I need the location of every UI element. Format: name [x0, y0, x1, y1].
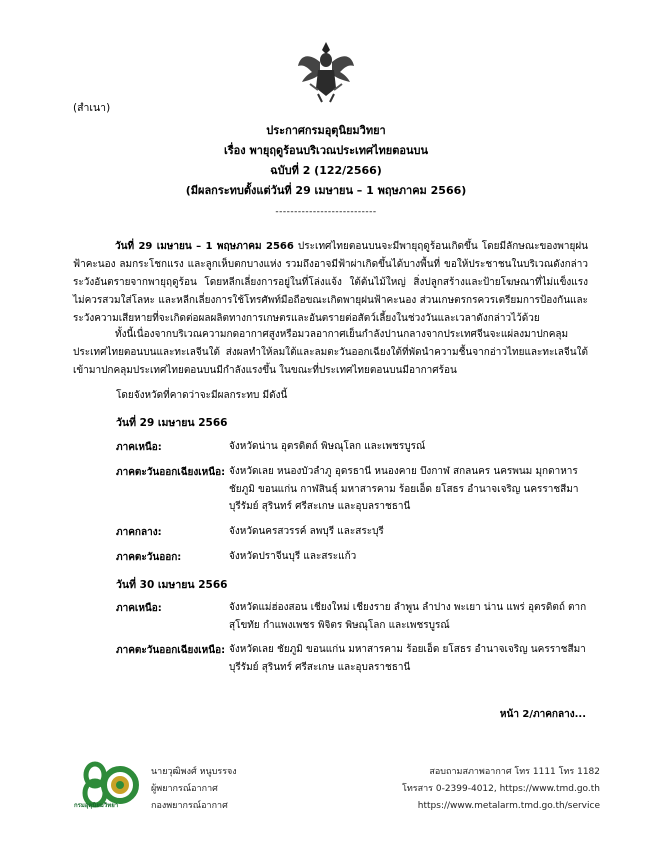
region-areas: จังหวัดเลย ชัยภูมิ ขอนแก่น มหาสารคาม ร้อยเอ็ด ยโสธร อำนาจเจริญ นครราชสีมา บุรีรัมย์ สุรินทร์ ศรีสะเกษ และอุบลราชธานี [229, 644, 586, 673]
document-title [0, 121, 652, 201]
copy-mark: (สำเนา) [73, 102, 111, 114]
region-label: ภาคเหนือ: [116, 442, 162, 453]
signer-name: นายวุฒิพงศ์ หนูบรรจง [151, 767, 237, 777]
paragraph-cause: ทั้งนี้เนื่องจากบริเวณความกดอากาศสูงหรือมวลอากาศเย็นกำลังปานกลางจากประเทศจีนจะแผ่ลงมาปกคลุมประเทศไทยตอนบนและทะเลจีนใต้ ส่งผลทำให้ลมใต้และลมตะวันออกเฉียงใต้ที่พัดนำความชื้นจากอ่าวไทยและทะเลจีนใต้เข้ามาปกคลุมประเทศไทยตอนบนมีกำลังแรงขึ้น ในขณะที่ประเทศไทยตอนบนมีอากาศร้อน [73, 329, 588, 376]
region-label: ภาคเหนือ: [116, 603, 162, 614]
region-areas: จังหวัดนครสวรรค์ ลพบุรี และสระบุรี [229, 526, 384, 537]
region-label: ภาคตะวันออก: [116, 552, 182, 563]
contact-hotline: สอบถามสภาพอากาศ โทร 1111 โทร 1182 [429, 767, 600, 777]
tmd-80-anniversary-logo-icon [78, 761, 140, 819]
day-heading-29-april: วันที่ 29 เมษายน 2566 [116, 417, 228, 429]
region-areas: จังหวัดแม่ฮ่องสอน เชียงใหม่ เชียงราย ลำพูน ลำปาง พะเยา น่าน แพร่ อุตรดิตถ์ ตาก สุโขทัย กำแพงเพชร พิจิตร พิษณุโลก และเพชรบูรณ์ [229, 602, 587, 631]
paragraph-warning-lead: วันที่ 29 เมษายน – 1 พฤษภาคม 2566 [115, 241, 294, 252]
title-agency: ประกาศกรมอุตุนิยมวิทยา [266, 124, 386, 137]
garuda-emblem-icon [296, 38, 356, 104]
title-effective-dates: (มีผลกระทบตั้งแต่วันที่ 29 เมษายน – 1 พฤษภาคม 2566) [185, 184, 467, 197]
contact-phone-website[interactable]: โทรสาร 0-2399-4012, https://www.tmd.go.th [402, 784, 600, 794]
region-label: ภาคกลาง: [116, 527, 162, 538]
region-label: ภาคตะวันออกเฉียงเหนือ: [116, 645, 226, 656]
contact-metalarm-link[interactable]: https://www.metalarm.tmd.go.th/service [417, 801, 600, 811]
title-divider: --------------------------- [275, 207, 377, 217]
day-heading-30-april: วันที่ 30 เมษายน 2566 [116, 579, 228, 591]
logo-caption: กรมอุตุนิยมวิทยา [74, 802, 119, 809]
region-label: ภาคตะวันออกเฉียงเหนือ: [116, 467, 226, 478]
affected-provinces-intro: โดยจังหวัดที่คาดว่าจะมีผลกระทบ มีดังนี้ [116, 390, 288, 401]
next-page-marker: หน้า 2/ภาคกลาง... [499, 709, 586, 720]
contact-block [402, 764, 600, 815]
title-subject: เรื่อง พายุฤดูร้อนบริเวณประเทศไทยตอนบน [223, 144, 428, 157]
title-issue-number: ฉบับที่ 2 (122/2566) [270, 164, 382, 177]
signer-role: ผู้พยากรณ์อากาศ [151, 784, 218, 794]
region-areas: จังหวัดเลย หนองบัวลำภู อุดรธานี หนองคาย บึงกาฬ สกลนคร นครพนม มุกดาหาร ชัยภูมิ ขอนแก่น กาฬสินธุ์ มหาสารคาม ร้อยเอ็ด ยโสธร อำนาจเจริญ นครราชสีมา บุรีรัมย์ สุรินทร์ ศรีสะเกษ และอุบลราชธานี [229, 466, 579, 512]
paragraph-warning-text: ประเทศไทยตอนบนจะมีพายุฤดูร้อนเกิดขึ้น โดยมีลักษณะของพายุฝนฟ้าคะนอง ลมกระโชกแรง และลูกเห็บตกบางแห่ง รวมถึงอาจมีฟ้าผ่าเกิดขึ้นได้บางพื้นที่ ขอให้ประชาชนในบริเวณดังกล่าวระวังอันตรายจากพายุฤดูร้อน โดยหลีกเลี่ยงการอยู่ในที่โล่งแจ้ง ใต้ต้นไม้ใหญ่ สิ่งปลูกสร้างและป้ายโฆษณาที่ไม่แข็งแรง ไม่ควรสวมใส่โลหะ และหลีกเลี่ยงการใช้โทรศัพท์มือถือขณะเกิดพายุฝนฟ้าคะนอง ส่วนเกษตรกรควรเตรียมการป้องกันและระวังความเสียหายที่จะเกิดต่อผลผลิตทางการเกษตรและอันตรายต่อสัตว์เลี้ยงในช่วงวันและเวลาดังกล่าวไว้ด้วย [73, 241, 588, 324]
signer-block [151, 764, 237, 815]
paragraph-warning [73, 238, 588, 328]
signer-division: กองพยากรณ์อากาศ [151, 801, 228, 811]
region-areas: จังหวัดน่าน อุตรดิตถ์ พิษณุโลก และเพชรบูรณ์ [229, 441, 426, 452]
region-areas: จังหวัดปราจีนบุรี และสระแก้ว [229, 551, 357, 562]
